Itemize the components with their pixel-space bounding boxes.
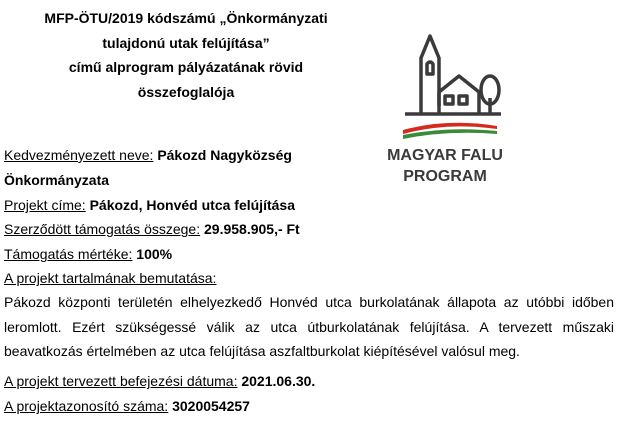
- rate-value: 100%: [136, 246, 173, 262]
- beneficiary-label: Kedvezményezett neve:: [4, 147, 154, 163]
- end-date-value: 2021.06.30.: [241, 373, 316, 389]
- title-line-4: összefoglalója: [137, 83, 235, 100]
- content-paragraph: [4, 290, 614, 364]
- content-label: A projekt tartalmának bemutatása:: [4, 270, 217, 286]
- content-line-1: Pákozd központi területén elhelyezkedő Honvéd utca burkolatának állapota az utóbbi időben: [4, 294, 614, 310]
- amount-value: 29.958.905,- Ft: [204, 221, 300, 237]
- title-line-2: tulajdonú utak felújítása”: [102, 34, 270, 51]
- logo-text-line-1: MAGYAR FALU: [387, 147, 503, 164]
- project-id-label: A projektazonosító száma:: [4, 398, 169, 414]
- rate-label: Támogatás mértéke:: [4, 246, 133, 262]
- project-id-row: [4, 397, 250, 415]
- end-date-row: [4, 372, 315, 390]
- end-date-label: A projekt tervezett befejezési dátuma:: [4, 373, 238, 389]
- title-line-3: című alprogram pályázatának rövid: [68, 59, 304, 75]
- project-title-value: Pákozd, Honvéd utca felújítása: [89, 197, 295, 213]
- content-line-2: leromlott. Ezért szükségessé válik az utca útburkolatának felújítása. A tervezett műszaki: [4, 318, 614, 335]
- beneficiary-value-cont: Önkormányzata: [4, 172, 110, 188]
- document-title: [0, 6, 372, 104]
- project-title-label: Projekt címe:: [4, 197, 86, 213]
- content-heading-row: [4, 269, 216, 287]
- amount-label: Szerződött támogatás összege:: [4, 221, 201, 237]
- beneficiary-row: [4, 146, 292, 164]
- magyar-falu-program-logo: [385, 18, 505, 190]
- amount-row: [4, 220, 300, 238]
- rate-row: [4, 245, 172, 263]
- project-title-row: [4, 196, 295, 214]
- logo-text-line-2: PROGRAM: [403, 168, 487, 185]
- project-id-value: 3020054257: [172, 398, 250, 414]
- church-village-icon: [385, 18, 505, 190]
- beneficiary-value: Pákozd Nagyközség: [157, 147, 292, 163]
- title-line-1: MFP-ÖTU/2019 kódszámú „Önkormányzati: [44, 10, 328, 26]
- beneficiary-row-cont: [4, 171, 109, 189]
- content-line-3: beavatkozás értelmében az utca felújítása aszfaltburkolat kiépítésével valósul meg.: [4, 343, 520, 359]
